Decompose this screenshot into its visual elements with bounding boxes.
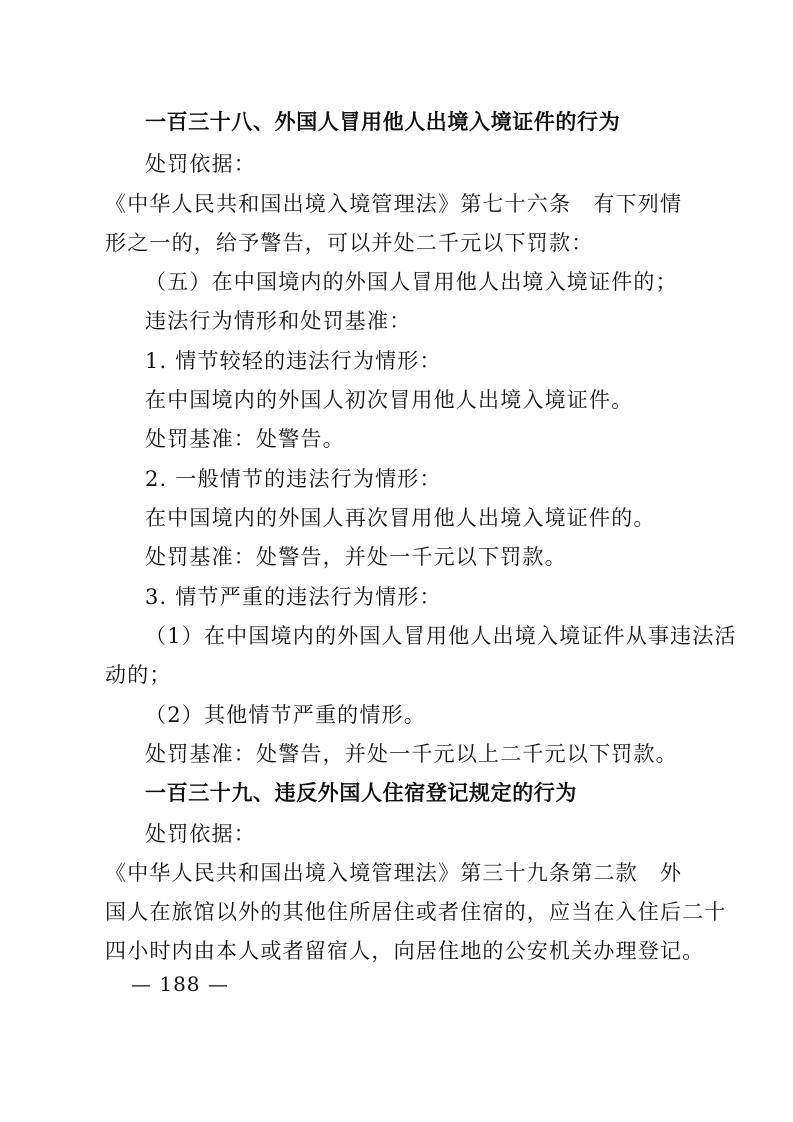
section-138-standard-label: 违法行为情形和处罚基准：: [145, 309, 412, 333]
serious-case-item-2: （2）其他情节严重的情形。: [145, 703, 426, 727]
page-number: — 188 —: [131, 972, 229, 996]
section-139-law-line-1: 《中华人民共和国出境入境管理法》第三十九条第二款 外: [105, 861, 683, 885]
minor-case-title: 1. 情节较轻的违法行为情形：: [145, 349, 442, 373]
minor-case-penalty: 处罚基准：处警告。: [145, 427, 345, 451]
section-138-law-line-2: 形之一的，给予警告，可以并处二千元以下罚款：: [105, 231, 594, 255]
general-case-penalty: 处罚基准：处警告，并处一千元以下罚款。: [145, 545, 567, 569]
section-139-heading: 一百三十九、违反外国人住宿登记规定的行为: [145, 781, 577, 805]
section-138-basis-label: 处罚依据：: [145, 152, 256, 176]
general-case-description: 在中国境内的外国人再次冒用他人出境入境证件的。: [145, 506, 656, 530]
section-138-heading: 一百三十八、外国人冒用他人出境入境证件的行为: [145, 110, 621, 134]
section-138-law-line-1: 《中华人民共和国出境入境管理法》第七十六条 有下列情: [105, 192, 683, 216]
serious-case-penalty: 处罚基准：处警告，并处一千元以上二千元以下罚款。: [145, 742, 678, 766]
minor-case-description: 在中国境内的外国人初次冒用他人出境入境证件。: [145, 388, 634, 412]
general-case-title: 2. 一般情节的违法行为情形：: [145, 467, 442, 491]
section-139-basis-label: 处罚依据：: [145, 822, 256, 846]
serious-case-title: 3. 情节严重的违法行为情形：: [145, 585, 442, 609]
section-139-law-line-3: 四小时内由本人或者留宿人，向居住地的公安机关办理登记。: [105, 939, 705, 963]
section-139-law-line-2: 国人在旅馆以外的其他住所居住或者住宿的，应当在入住后二十: [105, 900, 727, 924]
serious-case-item-1-line-2: 动的；: [105, 663, 172, 687]
section-138-law-item: （五）在中国境内的外国人冒用他人出境入境证件的；: [145, 270, 678, 294]
serious-case-item-1-line-1: （1）在中国境内的外国人冒用他人出境入境证件从事违法活: [145, 624, 737, 648]
